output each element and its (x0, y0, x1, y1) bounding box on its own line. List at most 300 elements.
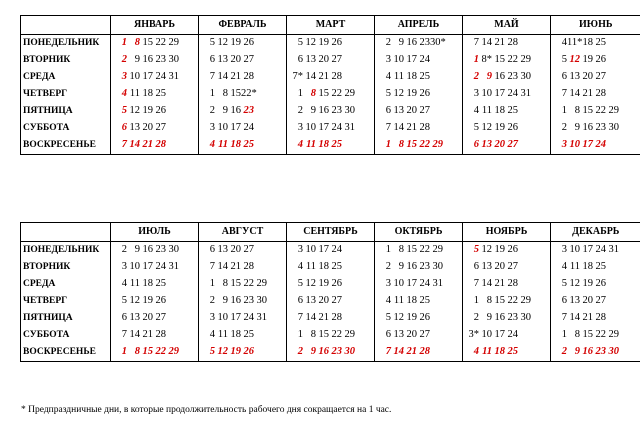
month-header: ИЮНЬ (551, 16, 640, 35)
date-number: 17 (318, 122, 329, 134)
weekday-row (21, 259, 640, 276)
date-number: 28 (419, 122, 430, 134)
date-number: 6 (385, 105, 391, 117)
date-number: 16 (318, 105, 329, 117)
date-number: 11 (393, 295, 404, 307)
date-number: 4 (297, 139, 303, 151)
date-number: 17 (582, 244, 593, 256)
date-cell (551, 276, 640, 293)
date-number: 31 (432, 278, 443, 290)
date-number: 21 (230, 261, 241, 273)
date-number: 13 (305, 295, 316, 307)
date-number: 21 (230, 71, 241, 83)
date-cell (551, 259, 640, 276)
date-number: 1 (473, 54, 479, 66)
date-number: 23 (243, 295, 254, 307)
date-number: 5 (385, 312, 391, 324)
date-number: 18 (230, 139, 241, 151)
date-number: 8* (481, 54, 492, 66)
date-number: 13 (217, 54, 228, 66)
date-number: 17 (318, 244, 329, 256)
date-number: 15 (142, 37, 153, 49)
date-number: 4 (473, 346, 479, 358)
month-header: АПРЕЛЬ (375, 16, 463, 35)
date-number: 9 (134, 54, 140, 66)
date-number: 29 (168, 346, 179, 358)
date-number: 3 (297, 122, 303, 134)
date-number: 26 (243, 37, 254, 49)
date-number: 12 (393, 312, 404, 324)
date-number: 28 (595, 88, 606, 100)
date-number: 20 (406, 329, 417, 341)
date-number: 22 (595, 329, 606, 341)
date-cell (199, 35, 287, 53)
date-number: 31 (344, 122, 355, 134)
date-number: 31 (168, 261, 179, 273)
date-number: 9 (310, 346, 316, 358)
date-cell (199, 86, 287, 103)
date-number: 12 (393, 88, 404, 100)
date-number: 22 (595, 105, 606, 117)
date-number: 5 (473, 122, 479, 134)
date-number: 30 (608, 346, 619, 358)
date-number: 27 (507, 261, 518, 273)
date-number: 12 (305, 37, 316, 49)
date-number: 19 (494, 122, 505, 134)
date-number: 15 (494, 54, 505, 66)
date-number: 3 (121, 71, 127, 83)
date-number: 16 (318, 346, 329, 358)
month-header: ДЕКАБРЬ (551, 223, 640, 242)
date-number: 14 (129, 329, 140, 341)
date-cell (287, 103, 375, 120)
date-number: 10 (569, 139, 580, 151)
date-cell (287, 344, 375, 362)
date-number: 10 (481, 329, 492, 341)
date-cell (199, 344, 287, 362)
date-number: 24 (243, 312, 254, 324)
date-number: 9 (574, 122, 580, 134)
date-number: 9 (222, 295, 228, 307)
date-number: 16 (230, 295, 241, 307)
date-number: 5 (209, 346, 215, 358)
date-number: 2 (561, 122, 567, 134)
date-number: 25 (331, 261, 342, 273)
date-number: 2 (209, 295, 215, 307)
date-cell (199, 52, 287, 69)
weekday-label: СРЕДА (21, 276, 111, 293)
date-number: 25 (155, 88, 166, 100)
date-cell (375, 242, 463, 260)
date-number: 28 (507, 37, 518, 49)
date-number: 19 (582, 54, 593, 66)
date-number: 15 (582, 329, 593, 341)
date-cell (551, 137, 640, 155)
date-cell (463, 259, 551, 276)
date-cell (463, 103, 551, 120)
date-number: 1 (121, 346, 127, 358)
month-header-row (21, 223, 640, 242)
date-number: 29 (608, 105, 619, 117)
date-cell (287, 310, 375, 327)
date-number: 21 (318, 312, 329, 324)
date-number: 29 (432, 139, 443, 151)
date-cell (111, 35, 199, 53)
date-number: 20 (582, 295, 593, 307)
date-number: 8 (222, 88, 228, 100)
date-number: 19 (406, 312, 417, 324)
date-number: 20 (494, 261, 505, 273)
date-cell (551, 120, 640, 137)
date-number: 6 (561, 295, 567, 307)
date-number: 19 (230, 346, 241, 358)
date-number: 18 (494, 346, 505, 358)
date-number: 3 (385, 278, 391, 290)
date-number: 2 (473, 312, 479, 324)
date-number: 22 (155, 37, 166, 49)
date-number: 22 (331, 88, 342, 100)
date-cell (463, 242, 551, 260)
date-number: 21 (406, 346, 417, 358)
date-number: 14 (129, 139, 140, 151)
date-number: 29 (520, 295, 531, 307)
date-cell (287, 137, 375, 155)
date-cell (551, 344, 640, 362)
date-number: 10 (481, 88, 492, 100)
date-cell (375, 293, 463, 310)
date-number: 26 (155, 105, 166, 117)
date-number: 25 (155, 278, 166, 290)
date-number: 7 (385, 346, 391, 358)
date-cell (199, 293, 287, 310)
date-number: 4 (209, 329, 215, 341)
date-cell (287, 120, 375, 137)
date-number: 30 (256, 295, 267, 307)
month-header-row (21, 16, 640, 35)
date-number: 11 (305, 261, 316, 273)
date-number: 16 (582, 346, 593, 358)
date-number: 1 (209, 278, 215, 290)
date-cell (111, 120, 199, 137)
date-number: 27 (419, 329, 430, 341)
weekday-label: СУББОТА (21, 327, 111, 344)
date-number: 23 (243, 105, 254, 117)
date-number: 26 (243, 346, 254, 358)
date-number: 18 (142, 278, 153, 290)
weekday-label: ПЯТНИЦА (21, 310, 111, 327)
date-number: 4 (561, 261, 567, 273)
date-number: 11 (217, 329, 228, 341)
date-number: 26 (331, 37, 342, 49)
date-number: 28 (331, 312, 342, 324)
date-cell (463, 69, 551, 86)
date-number: 27 (243, 244, 254, 256)
date-number: 25 (243, 329, 254, 341)
date-cell (111, 69, 199, 86)
date-number: 17 (494, 88, 505, 100)
date-number: 28 (243, 71, 254, 83)
date-number: 3 (121, 261, 127, 273)
date-number: 25 (507, 105, 518, 117)
date-cell (551, 86, 640, 103)
date-cell (287, 86, 375, 103)
date-number: 14 (393, 122, 404, 134)
date-cell (111, 310, 199, 327)
date-cell (111, 242, 199, 260)
weekday-label: ПЯТНИЦА (21, 103, 111, 120)
date-number: 30 (432, 261, 443, 273)
date-number: 8 (398, 139, 404, 151)
date-number: 10 (129, 71, 140, 83)
date-number: 4 (385, 295, 391, 307)
date-cell (463, 276, 551, 293)
date-number: 19 (142, 105, 153, 117)
date-number: 31 (256, 312, 267, 324)
date-number: 22 (331, 329, 342, 341)
date-number: 12 (569, 278, 580, 290)
weekday-row (21, 69, 640, 86)
date-number: 2 (121, 54, 127, 66)
month-header: ИЮЛЬ (111, 223, 199, 242)
weekday-label: ПОНЕДЕЛЬНИК (21, 35, 111, 53)
date-cell (199, 310, 287, 327)
date-number: 15 (318, 88, 329, 100)
date-cell (375, 120, 463, 137)
date-cell (375, 259, 463, 276)
date-number: 20 (230, 54, 241, 66)
date-number: 12 (129, 295, 140, 307)
date-number: 10 (217, 312, 228, 324)
date-number: 31 (168, 71, 179, 83)
date-cell (551, 293, 640, 310)
date-number: 14 (305, 71, 316, 83)
date-number: 19 (230, 37, 241, 49)
date-cell (287, 276, 375, 293)
date-number: 30 (608, 122, 619, 134)
date-number: 1 (385, 244, 391, 256)
date-number: 19 (142, 295, 153, 307)
date-number: 27 (243, 54, 254, 66)
date-number: 10 (305, 244, 316, 256)
date-number: 9 (486, 312, 492, 324)
date-number: 31 (608, 244, 619, 256)
weekday-label: ПОНЕДЕЛЬНИК (21, 242, 111, 260)
date-number: 17 (582, 139, 593, 151)
date-number: 12 (481, 244, 492, 256)
date-number: 3* (468, 329, 479, 341)
weekday-label: ЧЕТВЕРГ (21, 293, 111, 310)
weekday-row (21, 276, 640, 293)
date-number: 7 (473, 37, 479, 49)
date-number: 3 (209, 312, 215, 324)
date-number: 2 (385, 37, 391, 49)
date-cell (199, 120, 287, 137)
date-cell (111, 293, 199, 310)
date-cell (551, 242, 640, 260)
date-number: 17 (406, 54, 417, 66)
date-number: 13 (569, 295, 580, 307)
date-number: 6 (121, 122, 127, 134)
date-number: 7 (473, 278, 479, 290)
date-cell (287, 293, 375, 310)
weekday-row (21, 103, 640, 120)
date-number: 7 (385, 122, 391, 134)
month-header: ФЕВРАЛЬ (199, 16, 287, 35)
date-number: 23 (155, 244, 166, 256)
date-number: 18 (318, 261, 329, 273)
date-number: 17 (230, 312, 241, 324)
weekday-row (21, 86, 640, 103)
date-number: 4 (121, 88, 127, 100)
date-number: 22 (243, 278, 254, 290)
date-number: 7 (209, 261, 215, 273)
date-number: 13 (305, 54, 316, 66)
date-number: 16 (582, 122, 593, 134)
date-cell (111, 103, 199, 120)
date-number: 8 (486, 295, 492, 307)
weekday-row (21, 293, 640, 310)
month-header: ЯНВАРЬ (111, 16, 199, 35)
date-number: 5 (473, 244, 479, 256)
date-cell (375, 35, 463, 53)
date-number: 17 (494, 329, 505, 341)
date-number: 29 (520, 54, 531, 66)
date-cell (111, 137, 199, 155)
date-number: 8 (310, 329, 316, 341)
date-cell (463, 310, 551, 327)
date-number: 28 (595, 312, 606, 324)
date-number: 7 (209, 71, 215, 83)
date-number: 3 (561, 139, 567, 151)
weekday-row (21, 344, 640, 362)
date-number: 27 (155, 122, 166, 134)
month-header: МАЙ (463, 16, 551, 35)
date-number: 12 (217, 346, 228, 358)
date-number: 8 (398, 244, 404, 256)
date-number: 14 (481, 278, 492, 290)
date-number: 14 (217, 71, 228, 83)
weekday-row (21, 137, 640, 155)
date-number: 21 (582, 312, 593, 324)
date-number: 23 (331, 346, 342, 358)
date-number: 5 (297, 37, 303, 49)
date-number: 3 (209, 122, 215, 134)
date-number: 20 (230, 244, 241, 256)
date-number: 24 (243, 122, 254, 134)
date-cell (287, 259, 375, 276)
date-number: 26 (595, 54, 606, 66)
date-number: 16 (494, 71, 505, 83)
date-number: 19 (494, 244, 505, 256)
weekday-label: ВОСКРЕСЕНЬЕ (21, 137, 111, 155)
date-number: 4 (209, 139, 215, 151)
date-number: 8 (134, 37, 140, 49)
date-number: 24 (595, 139, 606, 151)
date-number: 6 (473, 139, 479, 151)
date-number: 6 (121, 312, 127, 324)
date-number: 30 (168, 54, 179, 66)
date-cell (199, 137, 287, 155)
date-number: 11 (306, 139, 316, 151)
date-number: 13 (393, 329, 404, 341)
date-number: 2 (561, 346, 567, 358)
date-cell (111, 86, 199, 103)
date-cell (551, 103, 640, 120)
date-number: 1 (297, 329, 303, 341)
date-cell (287, 69, 375, 86)
date-number: 14 (481, 37, 492, 49)
weekday-row (21, 242, 640, 260)
date-number: 14 (217, 261, 228, 273)
date-number: 20 (494, 139, 505, 151)
date-number: 30 (520, 71, 531, 83)
date-number: 9 (398, 261, 404, 273)
date-number: 18 (582, 37, 593, 49)
weekday-label: СРЕДА (21, 69, 111, 86)
date-number: 28 (155, 139, 166, 151)
weekday-row (21, 310, 640, 327)
date-number: 26 (155, 295, 166, 307)
date-number: 22 (155, 346, 166, 358)
calendar-table-first-half (20, 15, 640, 155)
date-number: 28 (507, 278, 518, 290)
date-number: 6 (209, 244, 215, 256)
date-number: 19 (318, 37, 329, 49)
date-number: 30 (168, 244, 179, 256)
date-cell (375, 276, 463, 293)
date-number: 5 (561, 278, 567, 290)
date-number: 23 (419, 261, 430, 273)
date-number: 12 (481, 122, 492, 134)
date-cell (287, 242, 375, 260)
date-number: 21 (318, 71, 329, 83)
date-number: 22 (419, 244, 430, 256)
date-number: 3 (385, 54, 391, 66)
date-number: 20 (142, 122, 153, 134)
date-cell (287, 35, 375, 53)
date-cell (111, 259, 199, 276)
date-cell (111, 327, 199, 344)
corner-cell (21, 16, 111, 35)
weekday-label: ЧЕТВЕРГ (21, 86, 111, 103)
date-cell (375, 52, 463, 69)
date-number: 24 (507, 329, 518, 341)
date-number: 4 (121, 278, 127, 290)
weekday-row (21, 327, 640, 344)
date-cell (463, 293, 551, 310)
date-cell (111, 52, 199, 69)
date-number: 11 (393, 71, 404, 83)
date-number: 7* (292, 71, 303, 83)
date-number: 21 (406, 122, 417, 134)
date-number: 27 (507, 139, 518, 151)
date-number: 15 (582, 105, 593, 117)
date-number: 16 (142, 244, 153, 256)
date-number: 8 (574, 329, 580, 341)
date-number: 13 (129, 312, 140, 324)
date-number: 7 (121, 139, 127, 151)
date-cell (375, 69, 463, 86)
month-header: СЕНТЯБРЬ (287, 223, 375, 242)
date-number: 16 (406, 261, 417, 273)
date-number: 9 (574, 346, 580, 358)
date-number: 29 (432, 244, 443, 256)
date-number: 3 (561, 244, 567, 256)
date-number: 28 (331, 71, 342, 83)
date-number: 16 (406, 37, 417, 49)
weekday-row (21, 52, 640, 69)
weekday-label: ВТОРНИК (21, 259, 111, 276)
